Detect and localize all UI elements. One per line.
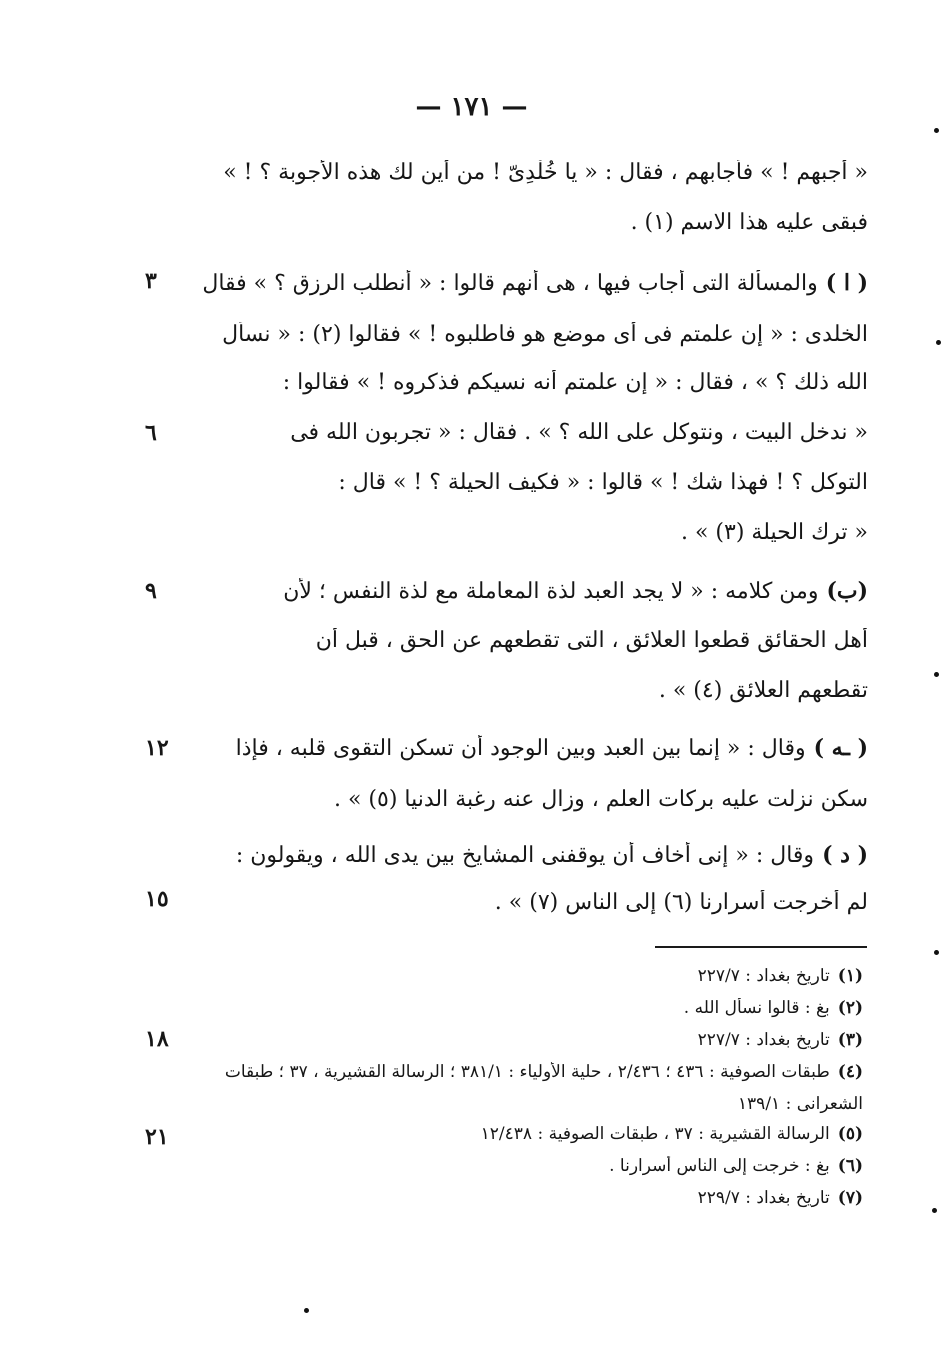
footnote-divider — [655, 946, 867, 948]
footnote: (٤)طبقات الصوفية : ٤٣٦ ؛ ٢/٤٣٦ ، حلية الأولياء : ٣٨١/١ ؛ الرسالة القشيرية ، ٣٧ ؛ طبقات — [224, 1062, 863, 1082]
scan-speck — [934, 950, 939, 955]
paragraph-a-line: ( ا )والمسألة التى أجاب فيها ، هى أنهم قالوا : « أنطلب الرزق ؟ » فقال — [202, 270, 868, 296]
line-number: ٢١ — [145, 1124, 169, 1150]
line-number: ٩ — [145, 578, 157, 604]
body-line: فبقى عليه هذا الاسم (١) . — [630, 210, 868, 235]
paragraph-label: ( ا ) — [825, 270, 868, 296]
footnote: (٧)تاريخ بغداد : ٢٢٩/٧ — [697, 1188, 863, 1208]
scan-speck — [932, 1208, 937, 1213]
body-line: الخلدى : « إن علمتم فى أى موضع هو فاطلبوه ! » فقالوا (٢) : « نسأل — [222, 322, 868, 347]
paragraph-label: ( ـه ) — [813, 735, 868, 761]
body-line: أهل الحقائق قطعوا العلائق ، التى تقطعهم عن الحق ، قبل أن — [315, 628, 868, 653]
page-number: — ١٧١ — — [415, 92, 528, 122]
body-line: لم أخرجت أسرارنا (٦) إلى الناس (٧) » . — [494, 890, 868, 915]
paragraph-h-line: ( ـه )وقال : « إنما بين العبد وبين الوجود أن تسكن التقوى قلبه ، فإذا — [235, 735, 868, 761]
body-line: « ندخل البيت ، ونتوكل على الله ؟ » . فقال : « تجربون الله فى — [290, 420, 868, 445]
line-number: ٦ — [145, 420, 157, 446]
footnote-continuation: الشعرانى : ١٣٩/١ — [737, 1094, 863, 1114]
paragraph-label: (ب) — [826, 578, 868, 604]
footnote: (٥)الرسالة القشيرية : ٣٧ ، طبقات الصوفية : ١٢/٤٣٨ — [480, 1124, 863, 1144]
body-line: التوكل ؟ ! فهذا شك ! » قالوا : « فكيف الحيلة ؟ ! » قال : — [338, 470, 868, 495]
footnote: (١)تاريخ بغداد : ٢٢٧/٧ — [697, 966, 863, 986]
line-number: ١٨ — [145, 1026, 169, 1052]
body-line: الله ذلك ؟ » ، فقال : « إن علمتم أنه نسيكم فذكروه ! » فقالوا : — [282, 370, 868, 395]
line-number: ١٢ — [145, 735, 169, 761]
body-line: « ترك الحيلة (٣) » . — [680, 520, 868, 545]
body-line: تقطعهم العلائق (٤) » . — [658, 678, 868, 703]
scan-speck — [934, 672, 939, 677]
scan-speck — [934, 128, 939, 133]
line-number: ١٥ — [145, 886, 169, 912]
paragraph-d-line: ( د )وقال : « إنى أخاف أن يوقفنى المشايخ بين يدى الله ، ويقولون : — [235, 842, 868, 868]
paragraph-label: ( د ) — [822, 842, 868, 868]
footnote: (٣)تاريخ بغداد : ٢٢٧/٧ — [697, 1030, 863, 1050]
footnote: (٦)بغ : خرجت إلى الناس أسرارنا . — [609, 1156, 863, 1176]
scan-speck — [936, 340, 941, 345]
body-line: « أجبهم ! » فأجابهم ، فقال : « يا خُلْدِىّ ! من أين لك هذه الأجوبة ؟ ! » — [223, 160, 868, 185]
paragraph-b-line: (ب)ومن كلامه : « لا يجد العبد لذة المعاملة مع لذة النفس ؛ لأن — [283, 578, 868, 604]
footnote: (٢)بغ : قالوا نسأل الله . — [683, 998, 863, 1018]
body-line: سكن نزلت عليه بركات العلم ، وزال عنه رغبة الدنيا (٥) » . — [333, 787, 868, 812]
scan-speck — [304, 1308, 309, 1313]
line-number: ٣ — [145, 268, 157, 294]
